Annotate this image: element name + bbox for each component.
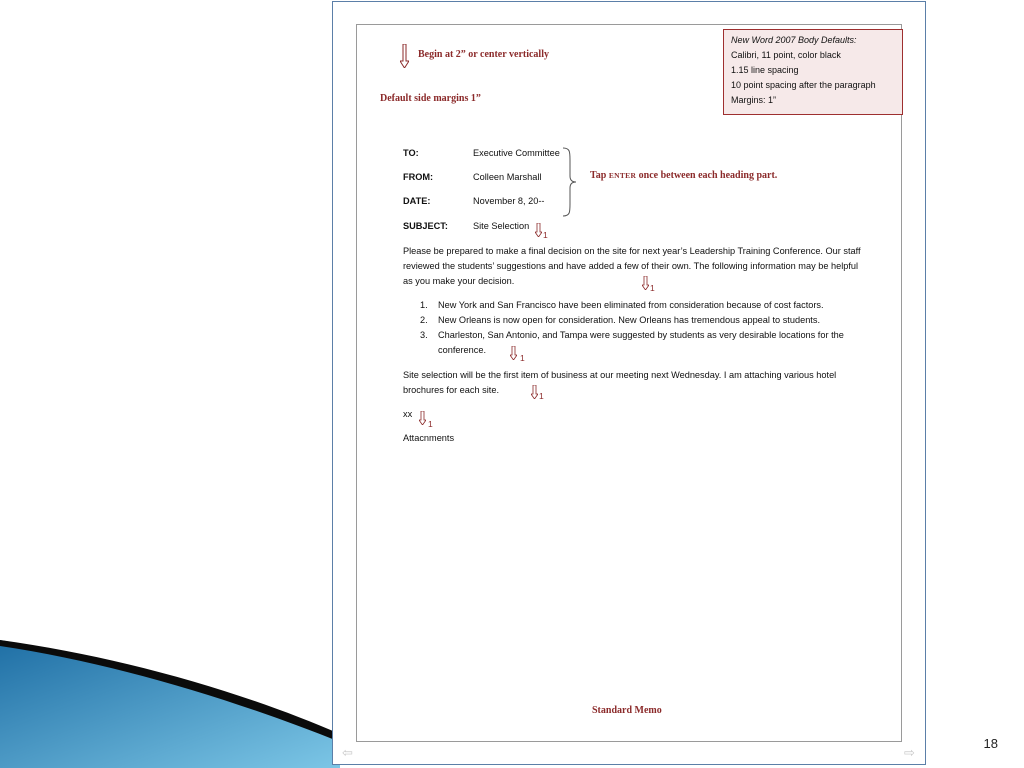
curly-brace-icon (562, 146, 578, 218)
from-value: Colleen Marshall (473, 172, 542, 182)
previous-slide-icon[interactable]: ⇦ (342, 745, 353, 760)
enter-marker-icon (419, 411, 426, 425)
enter-count: 1 (650, 283, 655, 293)
date-label: DATE: (403, 196, 431, 206)
list-item-text: New Orleans is now open for consideration. New Orleans has tremendous appeal to students. (438, 315, 820, 325)
list-item (420, 328, 860, 358)
enter-count: 1 (539, 391, 544, 401)
date-value: November 8, 20-- (473, 196, 545, 206)
defaults-line: Calibri, 11 point, color black (731, 50, 841, 60)
attachments-notation: Attacnments (403, 433, 455, 443)
slide-number: 18 (983, 736, 998, 751)
list-item-text: New York and San Francisco have been eliminated from consideration because of cost factors. (438, 300, 824, 310)
standard-memo-label: Standard Memo (592, 705, 662, 716)
enter-marker-icon (531, 385, 538, 399)
decorative-swoosh (0, 640, 340, 768)
tap-enter-pre: Tap (590, 170, 609, 181)
tap-enter-key: ENTER (608, 171, 637, 180)
enter-marker-icon (510, 346, 517, 360)
list-item-text: Charleston, San Antonio, and Tampa were suggested by students as very desirable locations for the conference. (438, 330, 844, 355)
subject-label: SUBJECT: (403, 221, 448, 231)
defaults-line: 1.15 line spacing (731, 65, 799, 75)
numbered-list (420, 298, 860, 358)
tap-enter-post: once between each heading part. (636, 170, 778, 181)
list-number: 2. (420, 315, 428, 325)
enter-marker-icon (642, 276, 649, 290)
begin-note: Begin at 2” or center vertically (418, 49, 549, 60)
initials: xx (403, 409, 413, 419)
enter-count: 1 (520, 353, 525, 363)
list-number: 3. (420, 330, 428, 340)
defaults-box (723, 29, 903, 115)
next-slide-icon[interactable]: ⇨ (904, 745, 915, 760)
subject-value: Site Selection (473, 221, 530, 231)
defaults-line: 10 point spacing after the paragraph (731, 80, 876, 90)
list-number: 1. (420, 300, 428, 310)
paragraph-1: Please be prepared to make a final decision on the site for next year’s Leadership Training Conference. Our staff reviewed the students’ suggestions and have added a few of their own. The following information may be helpful as you make your decision. (403, 246, 861, 286)
enter-count: 1 (428, 419, 433, 429)
enter-count: 1 (543, 230, 548, 240)
from-label: FROM: (403, 172, 434, 182)
to-value: Executive Committee (473, 148, 560, 158)
list-item (420, 313, 860, 328)
defaults-box-title: New Word 2007 Body Defaults: (731, 35, 857, 45)
paragraph-2: Site selection will be the first item of business at our meeting next Wednesday. I am attaching various hotel brochures for each site. (403, 370, 837, 395)
enter-marker-icon (535, 223, 542, 237)
to-label: TO: (403, 148, 419, 158)
defaults-line: Margins: 1” (731, 95, 777, 105)
margins-note: Default side margins 1” (380, 93, 481, 104)
list-item (420, 298, 860, 313)
down-arrow-icon (400, 44, 409, 68)
tap-enter-note (590, 170, 777, 181)
